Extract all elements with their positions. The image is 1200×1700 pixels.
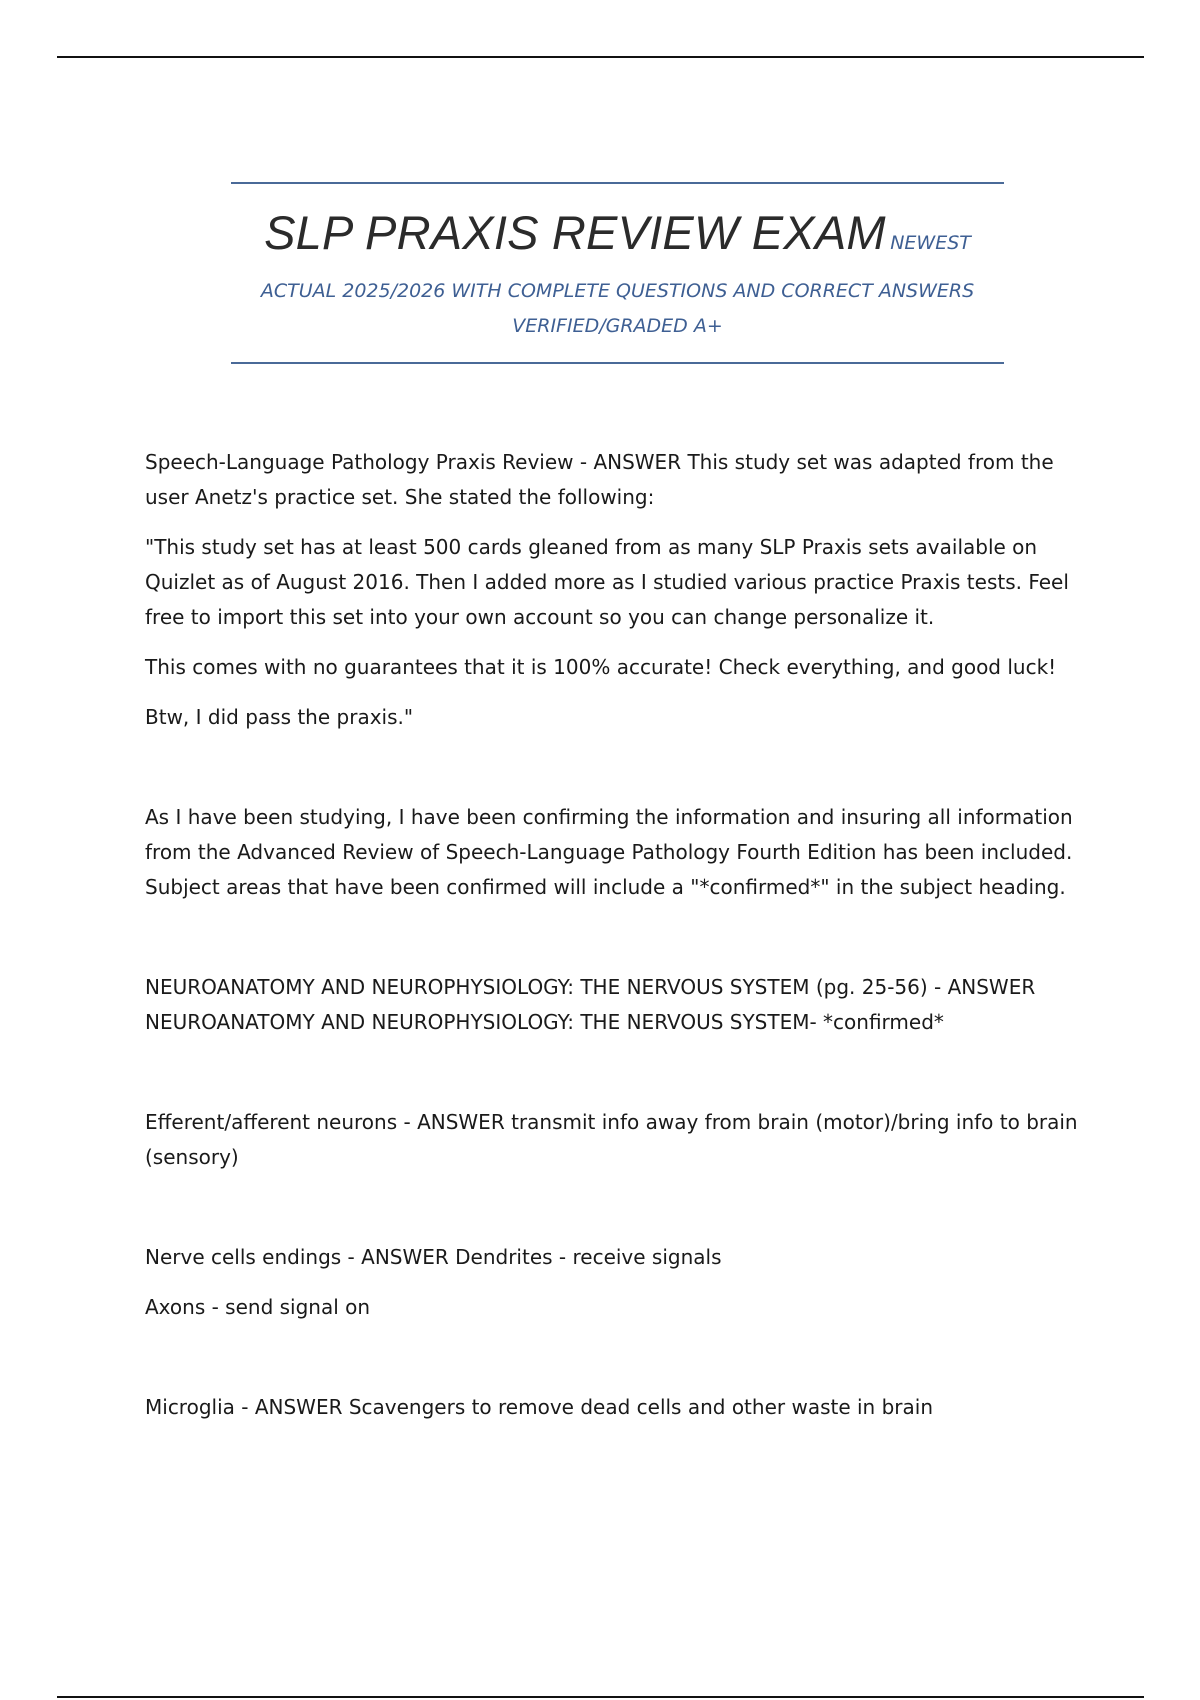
title-top-rule	[231, 182, 1004, 184]
paragraph-quote: "This study set has at least 500 cards gleaned from as many SLP Praxis sets available on Quizlet as of August 2016. Then I added more as I studied various practice Praxis tests. Feel free to import this set into your own account so you can change personalize it.	[145, 535, 1069, 629]
paragraph-intro: Speech-Language Pathology Praxis Review - ANSWER This study set was adapted from the user Anetz's practice set. She stated the following:	[145, 450, 1054, 509]
document-title: SLP PRAXIS REVIEW EXAM	[264, 206, 886, 259]
paragraph-guarantee: This comes with no guarantees that it is 100% accurate! Check everything, and good luck!	[145, 655, 1057, 679]
card-nerve-cell-endings: Nerve cells endings - ANSWER Dendrites - receive signals	[145, 1245, 722, 1269]
page-bottom-rule	[57, 1696, 1144, 1698]
section-heading-neuroanatomy: NEUROANATOMY AND NEUROPHYSIOLOGY: THE NERVOUS SYSTEM (pg. 25-56) - ANSWER NEUROANATOMY AND NEUROPHYSIOLOGY: THE NERVOUS SYSTEM- *confirmed*	[145, 975, 1036, 1034]
card-axons: Axons - send signal on	[145, 1295, 371, 1319]
card-efferent-afferent: Efferent/afferent neurons - ANSWER transmit info away from brain (motor)/bring info to brain (sensory)	[145, 1110, 1078, 1169]
title-subtitle-line3: VERIFIED/GRADED A+	[512, 315, 723, 337]
title-subtitle-inline: NEWEST	[890, 232, 971, 254]
title-block	[231, 182, 1004, 364]
card-microglia: Microglia - ANSWER Scavengers to remove dead cells and other waste in brain	[145, 1395, 933, 1419]
title-line	[231, 204, 1004, 274]
document-body	[145, 445, 1085, 1425]
paragraph-passed: Btw, I did pass the praxis."	[145, 705, 414, 729]
title-bottom-rule	[231, 362, 1004, 364]
page-top-rule	[57, 56, 1144, 58]
paragraph-confirming: As I have been studying, I have been confirming the information and insuring all information from the Advanced Review of Speech-Language Pathology Fourth Edition has been included. Subject areas that have been confirmed will include a "*confirmed*" in the subject heading.	[145, 805, 1073, 899]
title-subtitle-line2: ACTUAL 2025/2026 WITH COMPLETE QUESTIONS AND CORRECT ANSWERS	[260, 280, 975, 302]
